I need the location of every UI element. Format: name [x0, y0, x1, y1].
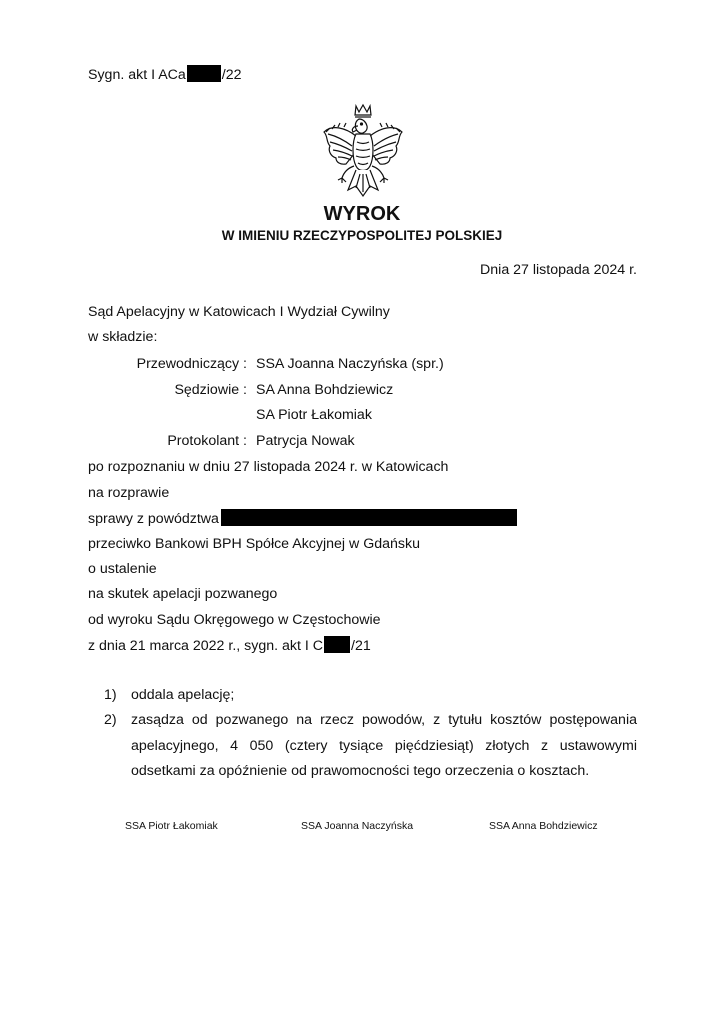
signature: SSA Piotr Łakomiak — [125, 820, 218, 832]
composition-chair-row — [0, 355, 724, 373]
body-line-plaintiff — [88, 509, 517, 528]
case-reference-suffix: /22 — [221, 67, 242, 83]
body-line: o ustalenie — [88, 561, 157, 577]
document-title: WYROK — [323, 203, 401, 225]
lower-case-ref-prefix: z dnia 21 marca 2022 r., sygn. akt I C — [88, 638, 324, 654]
body-line-defendant: przeciwko Bankowi BPH Spółce Akcyjnej w Gdańsku — [88, 536, 420, 552]
redaction-box — [187, 65, 221, 82]
plaintiff-label: sprawy z powództwa — [88, 511, 219, 527]
redaction-box — [324, 636, 350, 653]
document-subtitle: W IMIENIU RZECZYPOSPOLITEJ POLSKIEJ — [221, 228, 503, 243]
ruling-number: 1) — [104, 687, 117, 703]
polish-eagle-emblem — [318, 102, 408, 198]
case-reference-prefix: Sygn. akt I ACa — [88, 67, 186, 83]
body-line: na skutek apelacji pozwanego — [88, 586, 278, 602]
redaction-box — [221, 509, 517, 526]
body-line-lower-case-ref — [88, 636, 371, 655]
lower-case-ref-suffix: /21 — [351, 638, 371, 654]
body-line: na rozprawie — [88, 485, 170, 501]
ruling-text: odsetkami za opóźnienie od prawomocności tego orzeczenia o kosztach. — [131, 763, 590, 779]
clerk-value: Patrycja Nowak — [256, 433, 355, 449]
court-name: Sąd Apelacyjny w Katowicach I Wydział Cywilny — [88, 304, 390, 320]
body-line: po rozpoznaniu w dniu 27 listopada 2024 r. w Katowicach — [88, 459, 449, 475]
judge-2-value: SA Piotr Łakomiak — [256, 407, 372, 423]
judgment-date: Dnia 27 listopada 2024 r. — [480, 262, 637, 278]
body-line: od wyroku Sądu Okręgowego w Częstochowie — [88, 612, 381, 628]
judge-1-value: SA Anna Bohdziewicz — [256, 382, 394, 398]
signature: SSA Anna Bohdziewicz — [489, 820, 598, 832]
ruling-text: oddala apelację; — [131, 687, 235, 703]
composition-clerk-row — [0, 432, 724, 450]
composition-judge2-row — [0, 406, 724, 424]
composition-intro: w składzie: — [88, 329, 158, 345]
composition-judges-row — [0, 381, 724, 399]
ruling-text: apelacyjnego, 4 050 (cztery tysiące pięćdziesiąt) złotych z ustawowymi — [131, 738, 637, 754]
chair-value: SSA Joanna Naczyńska (spr.) — [256, 356, 444, 372]
case-reference — [88, 65, 242, 84]
judges-label: Sędziowie : — [174, 382, 247, 398]
ruling-text: zasądza od pozwanego na rzecz powodów, z tytułu kosztów postępowania — [131, 712, 637, 728]
ruling-number: 2) — [104, 712, 117, 728]
signature: SSA Joanna Naczyńska — [301, 820, 414, 832]
clerk-label: Protokolant : — [167, 433, 247, 449]
chair-label: Przewodniczący : — [136, 356, 247, 372]
